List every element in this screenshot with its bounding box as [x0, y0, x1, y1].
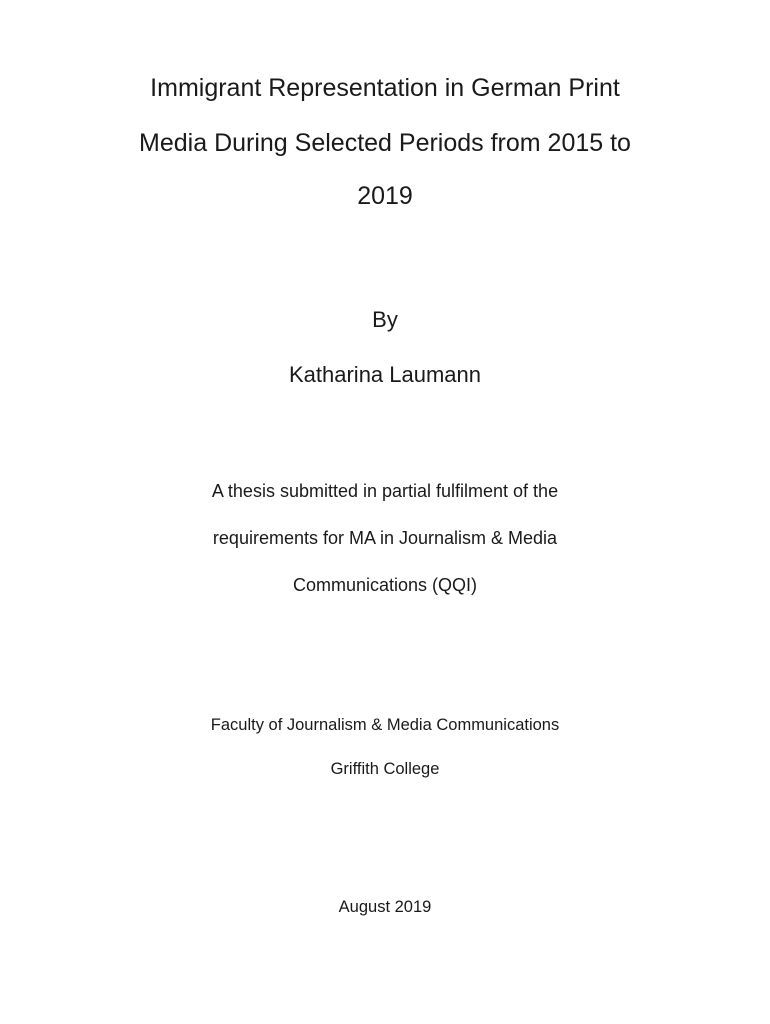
title-line-1: Immigrant Representation in German Print: [150, 74, 620, 102]
author-name: Katharina Laumann: [288, 362, 482, 387]
thesis-statement-line-3: Communications (QQI): [292, 575, 478, 595]
college-name: Griffith College: [330, 760, 440, 778]
thesis-statement-line-1: A thesis submitted in partial fulfilment of the: [211, 481, 559, 501]
by-label: By: [372, 307, 398, 332]
faculty-name: Faculty of Journalism & Media Communications: [210, 716, 560, 734]
title-line-2: Media During Selected Periods from 2015 to: [139, 129, 631, 157]
submission-date: August 2019: [338, 898, 432, 916]
title-line-3: 2019: [357, 182, 413, 210]
thesis-statement-line-2: requirements for MA in Journalism & Media: [212, 528, 558, 548]
